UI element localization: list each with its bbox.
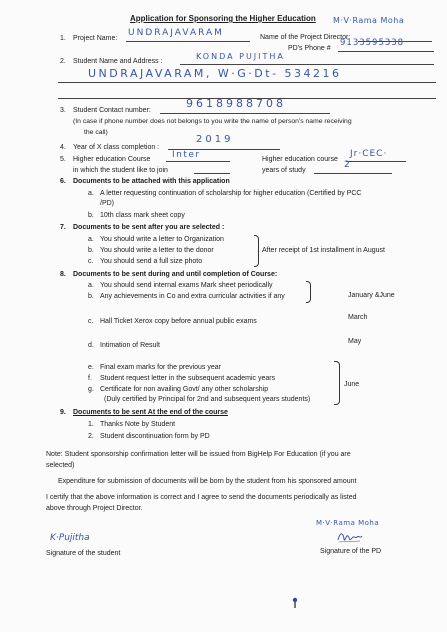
certify-line-1: I certify that the above information is correct and I agree to send the documents periodically as listed bbox=[46, 494, 357, 501]
course-value: Inter bbox=[172, 150, 201, 160]
row-8e-marker: e. bbox=[88, 364, 94, 371]
expenditure-text: Expenditure for submission of documents will be born by the student from his sponsored amount bbox=[58, 478, 357, 485]
pd-signature-scribble bbox=[336, 530, 364, 544]
course-right-line bbox=[346, 161, 406, 162]
pd-signature-name: M·V·Rama Moha bbox=[316, 519, 380, 527]
row-8d-text: Intimation of Result bbox=[100, 342, 160, 349]
student-name-line bbox=[180, 64, 434, 65]
x-class-value: 2019 bbox=[196, 134, 234, 145]
certify-line-2: above through Project Director. bbox=[46, 505, 143, 512]
row-9-number: 9. bbox=[60, 409, 66, 416]
row-9-2-text: Student discontinuation form by PD bbox=[100, 433, 210, 440]
student-address-value: UNDRAJAVARAM, W·G·Dt- 534216 bbox=[88, 67, 342, 80]
row-8b-marker: b. bbox=[88, 293, 94, 300]
project-name-line bbox=[126, 41, 250, 42]
row-8d-when: May bbox=[348, 338, 362, 345]
row-8a-marker: a. bbox=[88, 282, 94, 289]
row-8-number: 8. bbox=[60, 271, 66, 278]
row-9-2-marker: 2. bbox=[88, 433, 94, 440]
documents-after-selection-heading: Documents to be sent after you are selected : bbox=[73, 224, 225, 231]
course-right-value: Jr·CEC· bbox=[350, 149, 388, 159]
row-8g-marker: g. bbox=[88, 386, 94, 393]
contact-value: 9618988708 bbox=[186, 97, 286, 110]
years-of-study-value: 2 bbox=[344, 160, 352, 170]
row-8g-text: Certificate for non availing Govt/ any other scholarship bbox=[100, 386, 269, 393]
row-8g-text-2: (Duly certified by Principal for 2nd and subsequent years students) bbox=[104, 396, 311, 403]
row-3-number: 3. bbox=[60, 107, 66, 114]
row-7-installment-note: After receipt of 1st installment in August bbox=[262, 247, 385, 254]
row-9-1-marker: 1. bbox=[88, 421, 94, 428]
row-7-brace bbox=[254, 235, 259, 267]
row-7b-text: You should write a letter to the donor bbox=[100, 247, 214, 254]
pd-phone-line bbox=[338, 51, 434, 52]
row-6b-marker: b. bbox=[88, 212, 94, 219]
contact-line bbox=[160, 113, 330, 114]
course-right-label: Higher education course bbox=[262, 156, 338, 163]
row-6a-marker: a. bbox=[88, 190, 94, 197]
row-8f-marker: f. bbox=[88, 375, 92, 382]
course-label: Higher education Course bbox=[73, 156, 151, 163]
note-line-2: selected) bbox=[46, 462, 75, 469]
x-class-label: Year of X class completion : bbox=[73, 144, 160, 151]
project-name-label: Project Name: bbox=[73, 35, 118, 42]
row-5-number: 5. bbox=[60, 156, 66, 163]
student-name-value: KONDA PUJITHA bbox=[196, 52, 285, 61]
row-7c-marker: c. bbox=[88, 258, 94, 265]
course-join-line bbox=[194, 173, 230, 174]
documents-during-course-heading: Documents to be sent during and until completion of Course: bbox=[73, 271, 278, 278]
student-name-label: Student Name and Address : bbox=[73, 58, 163, 65]
row-4-number: 4. bbox=[60, 144, 66, 151]
student-signature-caption: Signature of the student bbox=[46, 550, 121, 557]
director-label: Name of the Project Director: bbox=[260, 34, 351, 41]
row-7a-marker: a. bbox=[88, 236, 94, 243]
page-mark-icon bbox=[292, 597, 298, 609]
row-8efg-when: June bbox=[344, 381, 360, 388]
note-line-1: Note: Student sponsorship confirmation letter will be issued from BigHelp For Education (if you are bbox=[46, 451, 351, 458]
years-of-study-line bbox=[314, 173, 392, 174]
row-7b-marker: b. bbox=[88, 247, 94, 254]
row-9-1-text: Thanks Note by Student bbox=[100, 421, 176, 428]
course-label-2: in which the student like to join bbox=[73, 167, 168, 174]
row-2-number: 2. bbox=[60, 58, 66, 65]
row-6-number: 6. bbox=[60, 178, 66, 185]
row-8efg-brace bbox=[334, 361, 340, 405]
row-6b-text: 10th class mark sheet copy bbox=[100, 212, 185, 219]
row-6a-text-2: /PD) bbox=[100, 200, 114, 207]
row-8ab-brace bbox=[306, 281, 311, 303]
row-6a-text: A letter requesting continuation of scholarship for higher education (Certified by PCC bbox=[100, 190, 362, 197]
row-1-number: 1. bbox=[60, 35, 66, 42]
row-8a-text: You should send internal exams Mark sheet periodically bbox=[100, 282, 273, 289]
row-7c-text: You should send a full size photo bbox=[100, 258, 203, 265]
project-name-value: UNDRAJAVARAM bbox=[128, 28, 224, 38]
row-8c-marker: c. bbox=[88, 318, 94, 325]
director-name-handwritten: M·V·Rama Moha bbox=[333, 16, 405, 25]
row-8c-when: March bbox=[348, 314, 368, 321]
row-8ab-when: January &June bbox=[348, 292, 395, 299]
row-8c-text: Hall Ticket Xerox copy before annual public exams bbox=[100, 318, 257, 325]
course-line bbox=[166, 161, 230, 162]
row-7-number: 7. bbox=[60, 224, 66, 231]
pd-phone-label: PD's Phone # bbox=[288, 45, 331, 52]
row-8b-text: Any achievements in Co and extra curricular activities if any bbox=[100, 293, 285, 300]
row-7a-text: You should write a letter to Organization bbox=[100, 236, 224, 243]
contact-note-line-2: the call) bbox=[84, 129, 108, 136]
student-signature: K·Pujitha bbox=[50, 533, 90, 543]
documents-end-heading: Documents to be sent At the end of the course bbox=[73, 409, 228, 416]
contact-label: Student Contact number: bbox=[73, 107, 151, 114]
form-title: Application for Sponsoring the Higher Education bbox=[130, 14, 316, 23]
pd-signature-caption: Signature of the PD bbox=[320, 548, 382, 555]
years-of-study-label: years of study bbox=[262, 167, 306, 174]
address-line-1 bbox=[58, 82, 436, 83]
row-8d-marker: d. bbox=[88, 342, 94, 349]
row-8f-text: Student request letter in the subsequent academic years bbox=[100, 375, 276, 382]
documents-attached-heading: Documents to be attached with this application bbox=[73, 178, 230, 185]
contact-note-line-1: (In case if phone number does not belongs to you write the name of person's name receiving bbox=[73, 118, 352, 125]
row-8e-text: Final exam marks for the previous year bbox=[100, 364, 221, 371]
pd-phone-value: 9133595338 bbox=[340, 38, 405, 48]
